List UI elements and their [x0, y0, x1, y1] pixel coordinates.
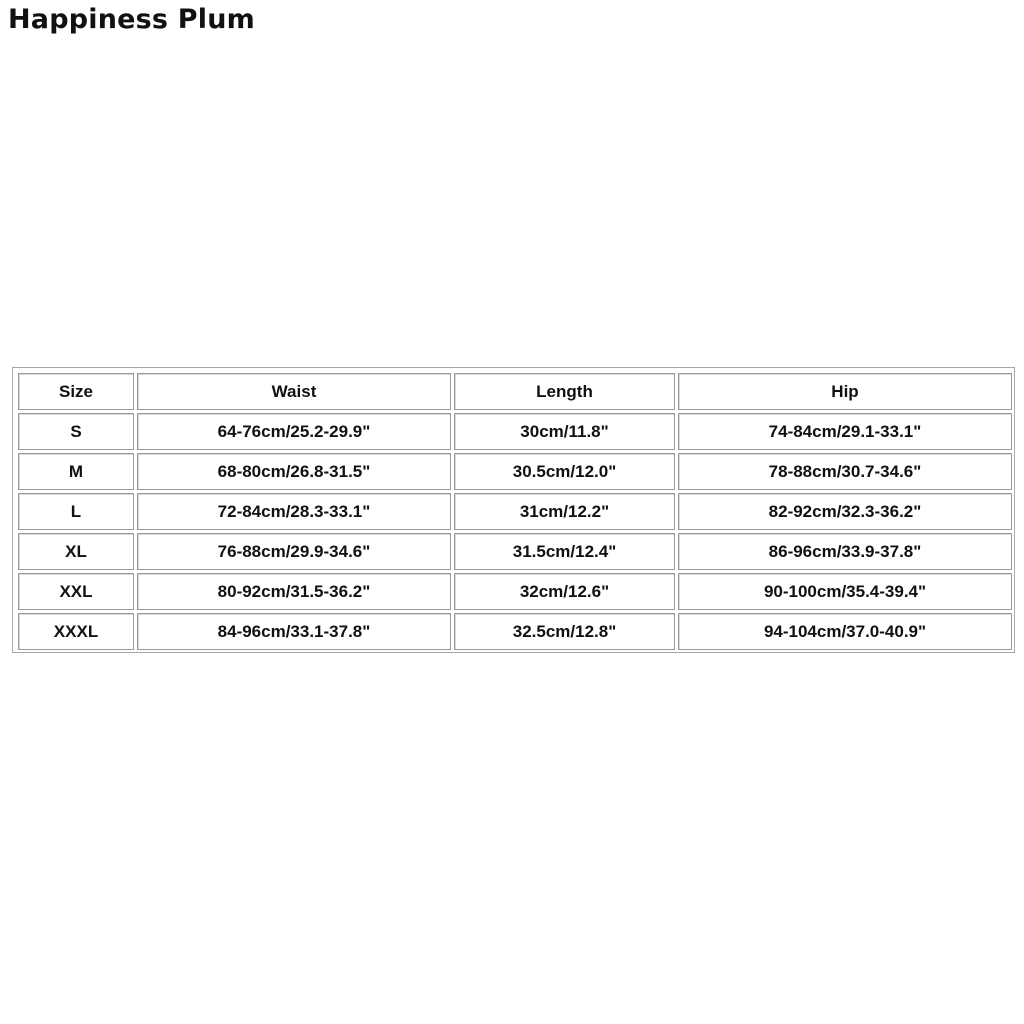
header-hip: Hip: [678, 373, 1012, 410]
cell-length: 32cm/12.6": [454, 573, 675, 610]
table-row: [18, 573, 1012, 610]
table-row: [18, 413, 1012, 450]
cell-length: 32.5cm/12.8": [454, 613, 675, 650]
cell-hip: 94-104cm/37.0-40.9": [678, 613, 1012, 650]
header-length: Length: [454, 373, 675, 410]
cell-hip: 74-84cm/29.1-33.1": [678, 413, 1012, 450]
cell-size: S: [18, 413, 134, 450]
cell-waist: 84-96cm/33.1-37.8": [137, 613, 451, 650]
cell-size: XXL: [18, 573, 134, 610]
header-size: Size: [18, 373, 134, 410]
table-row: [18, 453, 1012, 490]
cell-length: 31cm/12.2": [454, 493, 675, 530]
cell-length: 30.5cm/12.0": [454, 453, 675, 490]
cell-waist: 76-88cm/29.9-34.6": [137, 533, 451, 570]
header-waist: Waist: [137, 373, 451, 410]
cell-waist: 68-80cm/26.8-31.5": [137, 453, 451, 490]
cell-waist: 64-76cm/25.2-29.9": [137, 413, 451, 450]
cell-size: L: [18, 493, 134, 530]
cell-hip: 82-92cm/32.3-36.2": [678, 493, 1012, 530]
cell-size: M: [18, 453, 134, 490]
table-row: [18, 533, 1012, 570]
cell-waist: 80-92cm/31.5-36.2": [137, 573, 451, 610]
cell-size: XL: [18, 533, 134, 570]
cell-hip: 86-96cm/33.9-37.8": [678, 533, 1012, 570]
size-chart: [12, 367, 1015, 653]
cell-length: 30cm/11.8": [454, 413, 675, 450]
cell-size: XXXL: [18, 613, 134, 650]
cell-hip: 78-88cm/30.7-34.6": [678, 453, 1012, 490]
table-row: [18, 493, 1012, 530]
header-row: [18, 373, 1012, 410]
size-table: [15, 370, 1015, 653]
cell-hip: 90-100cm/35.4-39.4": [678, 573, 1012, 610]
cell-waist: 72-84cm/28.3-33.1": [137, 493, 451, 530]
cell-length: 31.5cm/12.4": [454, 533, 675, 570]
brand-name: Happiness Plum: [8, 4, 255, 35]
table-row: [18, 613, 1012, 650]
